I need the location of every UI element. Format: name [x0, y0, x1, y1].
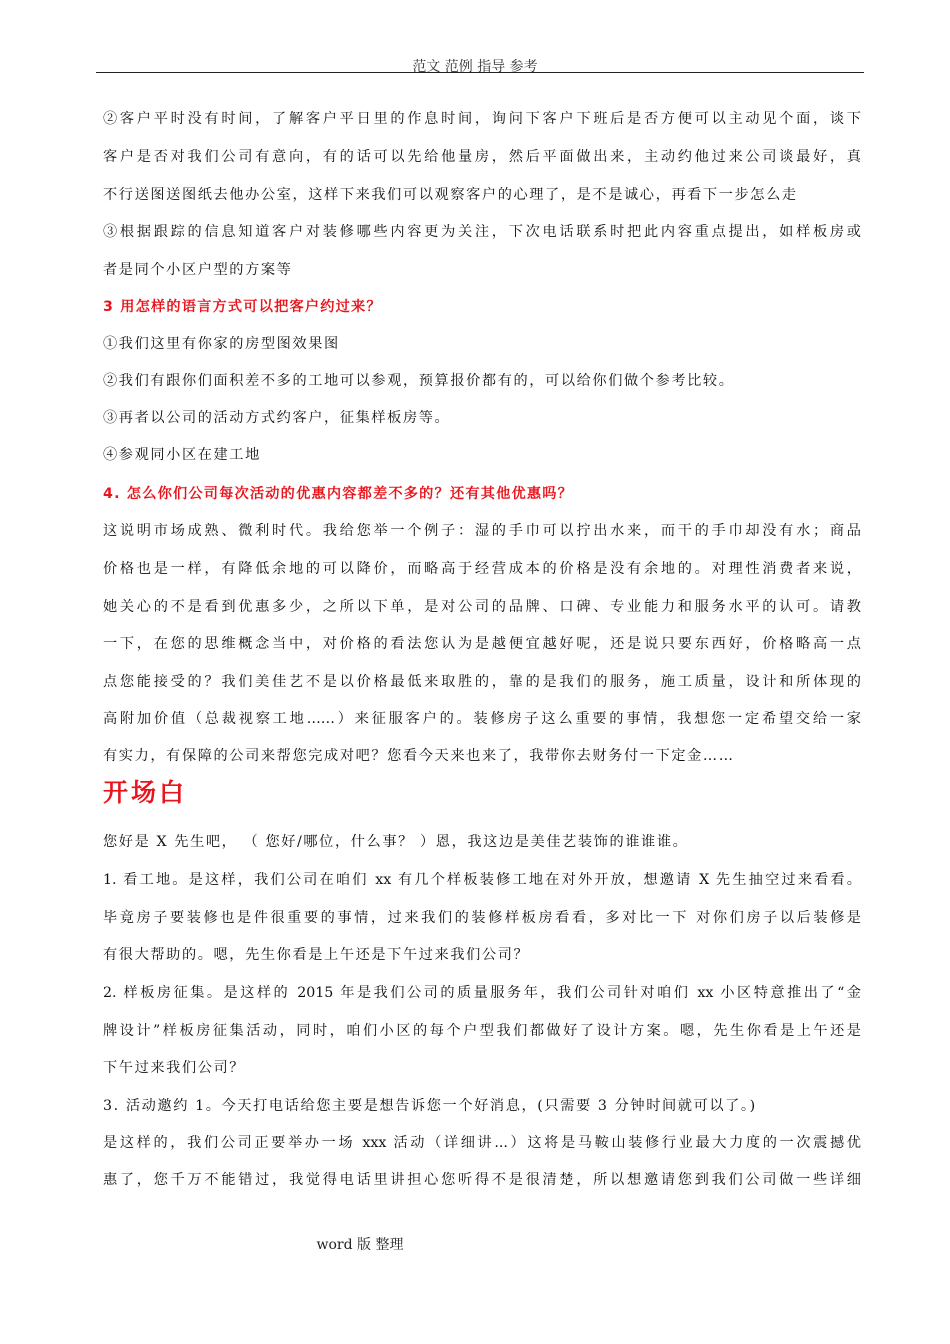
list-item-3: ③再者以公司的活动方式约客户，征集样板房等。: [103, 410, 451, 426]
item-3-line-3: 惠了，您千万不能错过，我觉得电话里讲担心您听得不是很清楚，所以想邀请您到我们公司做一些详细: [103, 1172, 861, 1188]
item-2-line-1: 2. 样板房征集。是这样的 2015 年是我们公司的质量服务年，我们公司针对咱们 xx 小区特意推出了“金: [103, 985, 861, 1001]
opening-greeting: 您好是 X 先生吧， （ 您好/哪位，什么事？ ）恩，我这边是美佳艺装饰的谁谁谁。: [103, 834, 689, 850]
item-2-line-3: 下午过来我们公司？: [103, 1060, 246, 1076]
answer-line-4: 一下，在您的思维概念当中，对价格的看法您认为是越便宜越好呢，还是说只要东西好，价格略高一点: [103, 636, 861, 652]
answer-line-3: 她关心的不是看到优惠多少，之所以下单，是对公司的品牌、口碑、专业能力和服务水平的认可。请教: [103, 599, 861, 615]
item-3-line-1: 3. 活动邀约 1。今天打电话给您主要是想告诉您一个好消息，(只需要 3 分钟时间就可以了。): [103, 1098, 757, 1114]
body-line-3: 不行送图送图纸去他办公室，这样下来我们可以观察客户的心理了，是不是诚心，再看下一步怎么走: [103, 187, 798, 203]
body-line-5: 者是同个小区户型的方案等: [103, 262, 293, 278]
answer-line-7: 有实力，有保障的公司来帮您完成对吧？您看今天来也来了，我带你去财务付一下定金……: [103, 748, 735, 764]
answer-line-2: 价格也是一样，有降低余地的可以降价，而略高于经营成本的价格是没有余地的。对理性消费者来说，: [103, 561, 861, 577]
list-item-4: ④参观同小区在建工地: [103, 447, 261, 463]
item-2-line-2: 牌设计”样板房征集活动，同时，咱们小区的每个户型我们都做好了设计方案。嗯，先生你看是上午还是: [103, 1023, 861, 1039]
page-footer: word 版 整理: [316, 1237, 404, 1253]
answer-line-6: 高附加价值（总裁视察工地……）来征服客户的。装修房子这么重要的事情，我想您一定希望交给一家: [103, 711, 861, 727]
item-1-line-2: 毕竟房子要装修也是件很重要的事情，过来我们的装修样板房看看，多对比一下 对你们房子以后装修是: [103, 910, 861, 926]
answer-line-1: 这说明市场成熟、微利时代。我给您举一个例子：湿的手巾可以拧出水来，而干的手巾却没有水；商品: [103, 523, 861, 539]
body-line-2: 客户是否对我们公司有意向，有的话可以先给他量房，然后平面做出来，主动约他过来公司谈最好，真: [103, 149, 861, 165]
list-item-2: ②我们有跟你们面积差不多的工地可以参观，预算报价都有的，可以给你们做个参考比较。: [103, 373, 735, 389]
header-divider: [96, 72, 864, 73]
page-header: 范文 范例 指导 参考: [412, 59, 538, 75]
item-3-line-2: 是这样的，我们公司正要举办一场 xxx 活动（详细讲...）这将是马鞍山装修行业最大力度的一次震撼优: [103, 1135, 861, 1151]
item-1-line-3: 有很大帮助的。嗯，先生你看是上午还是下午过来我们公司？: [103, 947, 530, 963]
body-line-4: ③根据跟踪的信息知道客户对装修哪些内容更为关注，下次电话联系时把此内容重点提出，如样板房或: [103, 224, 861, 240]
section-heading-4: 4. 怎么你们公司每次活动的优惠内容都差不多的？还有其他优惠吗？: [103, 486, 574, 502]
opening-heading: 开场白: [103, 778, 188, 807]
section-heading-3: 3 用怎样的语言方式可以把客户约过来？: [103, 299, 382, 315]
item-1-line-1: 1. 看工地。是这样，我们公司在咱们 xx 有几个样板装修工地在对外开放，想邀请 X 先生抽空过来看看。: [103, 872, 861, 888]
list-item-1: ①我们这里有你家的房型图效果图: [103, 336, 340, 352]
body-line-1: ②客户平时没有时间，了解客户平日里的作息时间，询问下客户下班后是否方便可以主动见个面，谈下: [103, 111, 861, 127]
answer-line-5: 点您能接受的？我们美佳艺不是以价格最低来取胜的，靠的是我们的服务，施工质量，设计和所体现的: [103, 674, 861, 690]
